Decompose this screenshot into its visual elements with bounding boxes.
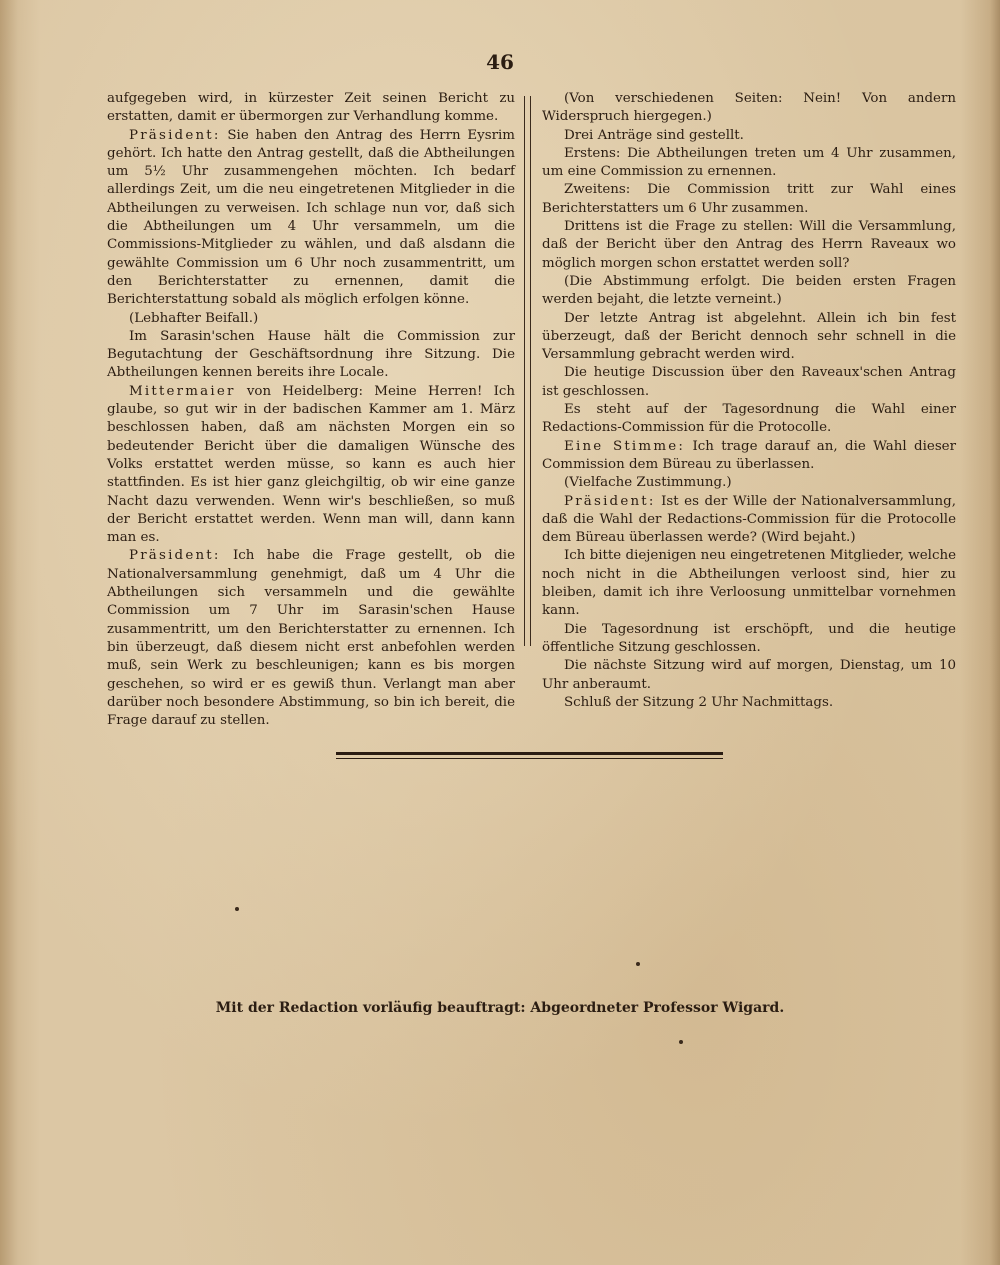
speaker-name: Präsident:: [129, 127, 221, 143]
paragraph-text: Sie haben den Antrag des Herrn Eysrim gehört. Ich hatte den Antrag gestellt, daß die Abtheilungen um 5½ Uhr zusammengehen möchten. Ich bedarf allerdings Zeit, um die neu eingetretenen Mitglieder in die Abtheilungen zu verweisen. Ich schlage nun vor, daß sich die Abtheilungen um 4 Uhr versammeln, um die Commissions-Mitglieder zu wählen, und daß alsdann die gewählte Commission um 6 Uhr noch zusammentritt, um den Berichterstatter zu ernennen, damit die Berichterstattung sobald als möglich erfolgen könne.: [107, 127, 515, 308]
paragraph: [542, 547, 956, 620]
paragraph-text: Ich bitte diejenigen neu eingetretenen Mitglieder, welche noch nicht in die Abtheilungen verloost sind, hier zu bleiben, damit ich ihre Verloosung unmittelbar vornehmen kann.: [542, 548, 956, 619]
paragraph: [107, 127, 515, 310]
left-column: [107, 90, 515, 730]
paragraph-text: (Die Abstimmung erfolgt. Die beiden ersten Fragen werden bejaht, die letzte verneint.): [542, 273, 956, 308]
paragraph-text: Ist es der Wille der Nationalversammlung, daß die Wahl der Redactions-Commission für die Protocolle dem Büreau überlassen werde? (Wird bejaht.): [542, 493, 956, 546]
paragraph: [542, 621, 956, 658]
paragraph: [542, 474, 956, 492]
paragraph-text: (Von verschiedenen Seiten: Nein! Von andern Widerspruch hiergegen.): [542, 91, 956, 125]
paragraph: [107, 383, 515, 548]
paragraph: [542, 401, 956, 438]
paragraph: [107, 547, 515, 730]
paragraph: [107, 328, 515, 383]
paragraph: [542, 438, 956, 475]
right-column: [542, 90, 956, 712]
paragraph-text: Die Tagesordnung ist erschöpft, und die heutige öffentliche Sitzung geschlossen.: [542, 621, 956, 655]
ink-speck: [679, 1040, 683, 1044]
speaker-name: Eine Stimme:: [564, 438, 686, 454]
page-number: 46: [486, 50, 514, 74]
paragraph: [542, 181, 956, 218]
paragraph-text: Schluß der Sitzung 2 Uhr Nachmittags.: [564, 694, 834, 710]
paragraph-text: Die heutige Discussion über den Raveaux'schen Antrag ist geschlossen.: [542, 365, 956, 399]
paragraph-text: Zweitens: Die Commission tritt zur Wahl eines Berichterstatters um 6 Uhr zusammen.: [542, 182, 956, 216]
editor-credit: Mit der Redaction vorläufig beauftragt: Abgeordneter Professor Wigard.: [215, 1000, 785, 1016]
paragraph: [107, 90, 515, 127]
paragraph: [542, 364, 956, 401]
paragraph-text: von Heidelberg: Meine Herren! Ich glaube, so gut wir in der badischen Kammer am 1. März beschlossen haben, daß am nächsten Morgen ein so bedeutender Bericht über die damaligen Wünsche des Volks erstattet werden müsse, so kann es auch hier stattfinden. Es ist hier ganz gleichgiltig, ob wir eine ganze Nacht dazu verwenden. Wenn wir's beschließen, so muß der Bericht erstattet werden. Wenn man will, dann kann man es.: [107, 383, 515, 546]
paragraph: [542, 273, 956, 310]
paragraph-text: (Vielfache Zustimmung.): [564, 475, 732, 491]
paragraph-text: Drittens ist die Frage zu stellen: Will die Versammlung, daß der Bericht über den Antrag des Herrn Raveaux wo möglich morgen schon erstattet werden soll?: [542, 219, 956, 271]
paragraph: [542, 145, 956, 182]
ink-speck: [235, 907, 239, 911]
speaker-name: Präsident:: [129, 548, 221, 564]
paragraph-text: (Lebhafter Beifall.): [129, 310, 259, 326]
paragraph-text: Der letzte Antrag ist abgelehnt. Allein ich bin fest überzeugt, daß der Bericht dennoch sehr schnell in die Versammlung gebracht werden wird.: [542, 310, 956, 363]
paragraph-text: Im Sarasin'schen Hause hält die Commission zur Begutachtung der Geschäftsordnung ihre Sitzung. Die Abtheilungen kennen bereits ihre Locale.: [107, 328, 515, 381]
paragraph-text: Ich habe die Frage gestellt, ob die Nationalversammlung genehmigt, daß um 4 Uhr die Abtheilungen sich versammeln und die gewählte Commission um 7 Uhr im Sarasin'schen Hause zusammentritt, um den Berichterstatter zu ernennen. Ich bin überzeugt, daß diesem nicht erst anbefohlen werden muß, sein Werk zu beschleunigen; kann es bis morgen geschehen, so wird er es gewiß thun. Verlangt man aber darüber noch besondere Abstimmung, so bin ich bereit, die Frage darauf zu stellen.: [107, 548, 515, 729]
paragraph: [542, 310, 956, 365]
speaker-name: Präsident:: [564, 493, 656, 509]
paragraph: [542, 127, 956, 145]
paragraph: [542, 694, 956, 712]
ink-speck: [636, 962, 640, 966]
paragraph: [542, 90, 956, 127]
paragraph-text: Es steht auf der Tagesordnung die Wahl einer Redactions-Commission für die Protocolle.: [542, 402, 956, 436]
paragraph-text: Ich trage darauf an, die Wahl dieser Commission dem Büreau zu überlassen.: [542, 438, 957, 472]
paragraph: [542, 218, 956, 273]
paragraph: [542, 493, 956, 548]
speaker-name: Mittermaier: [129, 383, 236, 399]
paragraph-text: Erstens: Die Abtheilungen treten um 4 Uhr zusammen, um eine Commission zu ernennen.: [542, 145, 956, 180]
paragraph-text: aufgegeben wird, in kürzester Zeit seinen Bericht zu erstatten, damit er übermorgen zur Verhandlung komme.: [107, 91, 515, 125]
column-divider: [524, 96, 531, 646]
paragraph: [542, 657, 956, 694]
section-rule: [336, 752, 723, 759]
paragraph-text: Drei Anträge sind gestellt.: [564, 127, 744, 143]
paragraph: [107, 310, 515, 328]
paragraph-text: Die nächste Sitzung wird auf morgen, Dienstag, um 10 Uhr anberaumt.: [542, 658, 956, 692]
